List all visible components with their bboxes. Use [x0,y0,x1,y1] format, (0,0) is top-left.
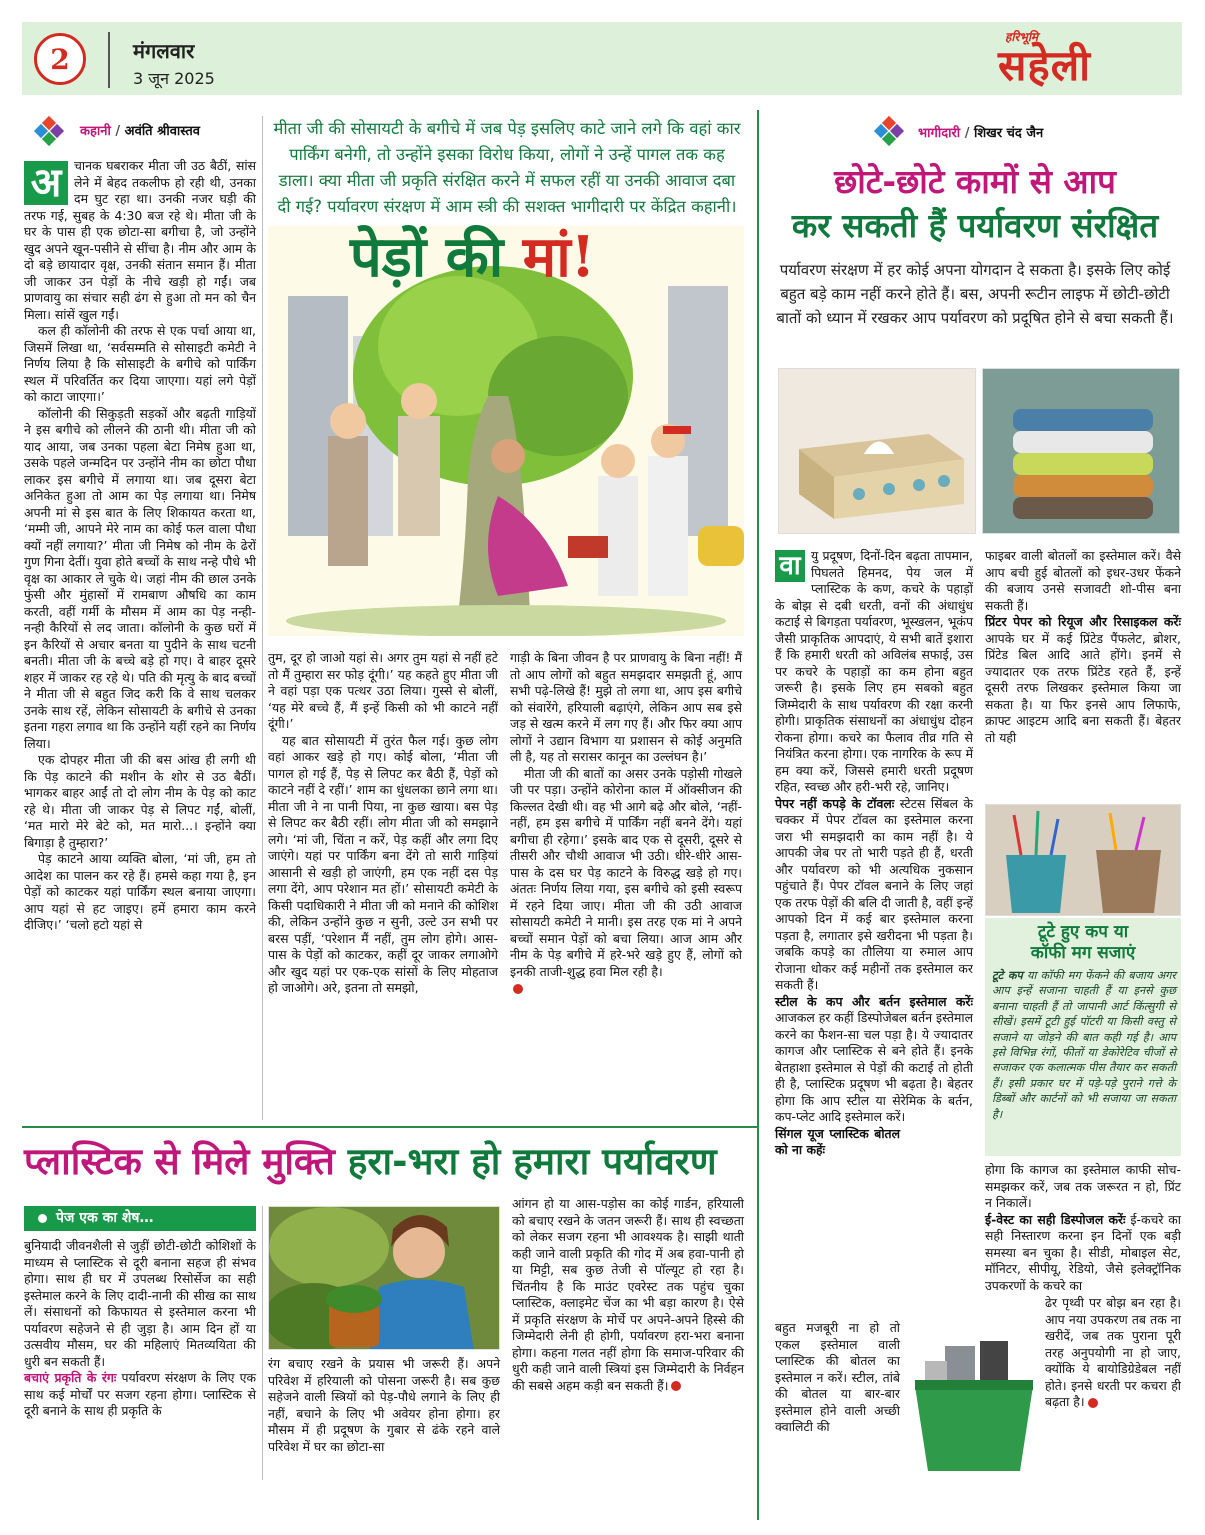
kintsugi-body: या कॉफी मग फेंकने की बजाय अगर आप इन्हें सजाना चाहती हैं या इनसे कुछ बनाना चाहती हैं तो जापानी आर्ट किंत्सुगी से सीखें। इसमें टूटी हुई पॉटरी या किसी वस्तु से सजाने या जोड़ने की बात कही गई है। आप इसे विभिन्न रंगों, फीतों या डेकोरेटिव चीजों से सजाकर एक कलात्मक पीस तैयार कर सकती हैं। इसी प्रकार घर में पड़े-पड़े पुराने गत्ते के डिब्बों और कार्टनों को भी सजाया जा सकता है। [992,969,1176,1121]
plastic-title-a: प्लास्टिक से मिले मुक्ति [24,1140,335,1183]
bhagidari-title-line2: कर सकती हैं पर्यावरण संरक्षित [791,206,1159,245]
bhagidari-ewaste-end [1045,1295,1181,1411]
story-title-part1: पेड़ों की [350,224,504,290]
story-column-3 [510,650,742,997]
plastic-column-1 [24,1238,256,1420]
page-number: 2 [34,33,86,85]
story-title-part2: मां! [522,224,596,290]
story-paragraph: पेड़ काटने आया व्यक्ति बोला, ‘मां जी, हम तो आदेश का पालन कर रहे हैं। हमसे कहा गया है, इन पेड़ों को काटकर यहां पार्किंग स्थल बनाया जाएगा। आप यहां से हट जाइए। हमें हमारा काम करने दीजिए।’ ‘चलो हटो यहां से [24,851,256,932]
plastic-column-3 [512,1196,744,1394]
cups-photo [985,804,1181,916]
gardening-image [269,1207,500,1350]
story-paragraph: यह बात सोसायटी में तुरंत फैल गई। कुछ लोग वहां आकर खड़े हो गए। कोई बोला, ‘मीता जी पागल हो गई हैं, पेड़ से लिपट कर बैठी हैं, पेड़ों को काटने नहीं दे रहीं।’ शाम का धुंधलका छाने लगा था। मीता जी ने ना पानी पिया, ना कुछ खाया। बस पेड़ से लिपट कर बैठी रहीं। लोग मीता जी को समझाने लगे। ‘मां जी, चिंता न करें, पेड़ कहीं और लगा दिए जाएंगे। यहां पर पार्किंग बना देंगे तो सारी गाड़ियां आसानी से खड़ी हो जाएंगी, हम एक नहीं दस पेड़ लगा देंगे, आप परेशान मत हों।’ सोसायटी कमेटी के किसी पदाधिकारी ने मीता जी को मनाने की कोशिश की, लेकिन उन्होंने कुछ न सुनी, उल्टे उन सभी पर बरस पड़ीं, ‘परेशान मैं नहीं, तुम लोग होगे। आस-पास के पेड़ों को काटकर, कहीं दूर जाकर लगाओगे और खुद यहां पर एक-एक सांसों के लिए मोहताज हो जाओगे। अरे, इतना तो समझो, [268,732,498,995]
bhagidari-paragraph: यु प्रदूषण, दिनों-दिन बढ़ता तापमान, पिघलते हिमनद, पेय जल में प्लास्टिक के कण, कचरे के पहाड़ों के बोझ से दबी धरती, वनों की अंधाधुंध कटाई से बिगड़ता पर्यावरण, भूस्खलन, भूकंप जैसी प्राकृतिक आपदाएं, ये सभी बातें इशारा हैं कि हमारी धरती को अविलंब सफाई, उस पर कचरे के पहाड़ों का कम होना बहुत जरूरी है। इसके लिए हम सबको बहुत जिम्मेदारी के साथ पर्यावरण की रक्षा करनी होगी। प्राकृतिक संसाधनों का अंधाधुंध दोहन रोकना होगा। कचरे का फैलाव तीव्र गति से नियंत्रित करना होगा। एक नागरिक के रूप में हम क्या करें, जिससे हमारी धरती प्रदूषण रहित, स्वच्छ और हरी-भरी रहे, जानिए। [775,548,973,794]
tissue-box-image [779,369,976,534]
column-rule [262,1206,263,1480]
bhagidari-category: भागीदारी [918,126,961,141]
brand-logo: सहेली [998,41,1092,90]
tip-text: ई-कचरे का सही निस्तारण करना इन दिनों एक बड़ी समस्या बन चुका है। सीडी, मोबाइल सेट, मॉनिटर, सीपीयू, रेडियो, जैसे इलेक्ट्रॉनिक उपकरणों के कचरे का [985,1211,1182,1293]
story-paragraph: मीता जी की बातों का असर उनके पड़ोसी गोखले जी पर पड़ा। उन्होंने कोरोना काल में ऑक्सीजन की किल्लत देखी थी। वह भी आगे बढ़े और बोले, ‘नहीं-नहीं, हम इस बगीचे में पार्किंग नहीं बनने देंगे। यहां बगीचा ही रहेगा।’ इसके बाद एक से दूसरी, दूसरे से तीसरी और चौथी आवाज भी उठी। धीरे-धीरे आस-पास के दस घर पेड़ काटने के विरुद्ध खड़े हो गए। अंततः निर्णय लिया गया, इस बगीचे को इसी स्वरूप में रहने दिया जाए। मीता जी की उठी आवाज सोसायटी कमेटी ने मानी। इस तरह एक मां ने अपने बच्चों समान पेड़ों को बचा लिया। आज आम और नीम के पेड़ बगीचे में हरे-भरे खड़े हुए हैं, लोगों को इनकी ताजी-शुद्ध हवा मिल रही है। [510,765,742,979]
header-divider [108,32,110,88]
bhagidari-author: शिखर चंद जैन [973,126,1044,141]
story-paragraph: चानक घबराकर मीता जी उठ बैठीं, सांस लेने में बेहद तकलीफ हो रही थी, उनका दम घुट रहा था। उनकी नजर घड़ी की तरफ गई, सुबह के 4:30 बज रहे थे। मीता जी के घर के पास ही एक छोटा-सा बगीचा है, जो उन्होंने खुद अपने खून-पसीने से सींचा है। नीम और आम के दो बड़े छायादार वृक्ष, उनकी संतान समान हैं। मीता जी जाकर उन पेड़ों के नीचे खड़ी हो गईं। जब प्राणवायु का संचार सही ढंग से हुआ तो मन को चैन मिला। सांसें खुल गईं। [24,158,256,322]
tissue-box-photo [778,368,976,534]
tip-heading: बचाएं प्रकृति के रंगः [24,1370,117,1385]
bhagidari-column-b [985,548,1181,746]
gardening-woman-photo [268,1206,500,1350]
story-category: कहानी [80,124,111,139]
bhagidari-title-line1: छोटे-छोटे कामों से आप [834,162,1116,201]
bhagidari-column-a [775,548,973,1159]
tip-text: आजकल हर कहीं डिस्पोजेबल बर्तन इस्तेमाल करने का फैशन-सा चल पड़ा है। ये ज्यादातर कागज और प्लास्टिक से बने होते हैं। इनके बेतहाशा इस्तेमाल से पेड़ों की कटाई तो होती ही है, प्लास्टिक प्रदूषण भी बढ़ता है। बेहतर होगा कि आप स्टील या सेरेमिक के बर्तन, कप-प्लेट आदि इस्तेमाल करें। [775,1010,973,1124]
story-paragraph: कॉलोनी की सिकुड़ती सड़कों और बढ़ती गाड़ियों ने इस बगीचे को लीलने की ठानी थी। मीता जी को याद आया, जब उनका पहला बेटा निमेष हुआ था, उसके पहले जन्मदिन पर उन्होंने नीम का छोटा पौधा लाकर इस बगीचे में लगाया था। जब दूसरा बेटा अनिकेत हुआ तो आम का पेड़ लगाया था। निमेष अपनी मां से इस बात के लिए शिकायत करता था, ‘मम्मी जी, आपने मेरे नाम का कोई फल वाला पौधा क्यों नहीं लगाया?’ मीता जी निमेष को नीम के ढेरों गुण गिना देतीं। युवा होते बच्चों के साथ नन्हे पौधे भी वृक्ष का आकार ले चुके थे। जहां नीम की छाल उनके फुंसी और मुंहासों में रामबाण औषधि का काम करती, वहीं गर्मी के मौसम में आम का पेड़ नन्ही-नन्ही कैरियों से लद जाता। कॉलोनी के कुछ घरों में इन कैरियों से अचार बनता या पुदीने के साथ चटनी बनती। मीता जी के बच्चे बड़े हो गए। वे बाहर दूसरे शहर में जाकर रह रहे थे। पति की मृत्यु के बाद बच्चों ने मीता जी से बहुत जिद करी कि वे साथ चलकर उनके साथ रहें, लेकिन सोसायटी के बगीचे से उनका इतना गहरा लगाव था कि उन्होंने यहीं रहने का निर्णय लिया। [24,405,256,751]
tip-heading: स्टील के कप और बर्तन इस्तेमाल करेंः [775,993,973,1009]
plastic-title-b: हरा-भरा हो हमारा पर्यावरण [347,1140,717,1183]
kintsugi-text [992,968,1176,1122]
story-paragraph: तुम, दूर हो जाओ यहां से। अगर तुम यहां से नहीं हटे तो मैं तुम्हारा सर फोड़ दूंगी।’ यह कहते हुए मीता जी ने वहां पड़ा एक पत्थर उठा लिया। गुस्से से बोलीं, ‘यह मेरे बच्चे हैं, मैं इन्हें किसी को भी काटने नहीं दूंगी।’ [268,650,498,731]
continued-tag [24,1206,256,1231]
kintsugi-lead: टूटे कप [992,969,1023,982]
bhagidari-column-b-end [985,1162,1181,1294]
tip-heading: सिंगल यूज प्लास्टिक बोतल को ना कहेंः [775,1125,900,1157]
section-divider [757,110,759,1520]
diamond-icon [30,118,70,142]
bhagidari-dropcap: वा [775,550,805,582]
bhagidari-bottle-text [775,1320,900,1436]
tip-text: ढेर पृथ्वी पर बोझ बन रहा है। आप नया उपकरण तब तक ना खरीदें, जब तक पुराना पूरी तरह अनुपयोगी ना हो जाए, क्योंकि ये बायोडिग्रेडेबल नहीं होते। इनसे धरती पर कचरा ही बढ़ता है। [1045,1295,1181,1409]
plastic-paragraph: आंगन हो या आस-पड़ोस का कोई गार्डन, हरियाली को बचाए रखने के जतन जरूरी हैं। साथ ही स्वच्छता को लेकर सजग रहना भी आवश्यक है। साझी थाती कही जाने वाली प्रकृति की गोद में अब हवा-पानी हो या मिट्टी, सब कुछ तेजी से पॉल्यूट हो रहा है। चिंतनीय है कि माउंट एवरेस्ट तक पहुंच चुका प्लास्टिक, क्लाइमेट चेंज का भी बड़ा कारण है। ऐसे में प्रकृति संरक्षण के मोर्चे पर अपने-अपने हिस्से की जिम्मेदारी लेनी ही होगी, पर्यावरण हरा-भरा बनाना होगा। कहना गलत नहीं होगा कि समाज-परिवार की धुरी कही जाने वाली स्त्रियां इस जिम्मेदारी के निर्वहन की सबसे अहम कड़ी बन सकती हैं। [512,1196,744,1393]
continued-tag-label: पेज एक का शेष… [56,1210,154,1226]
towels-image [983,369,1180,534]
header-date: 3 जून 2025 [133,69,215,88]
tip-text: आपके घर में कई प्रिंटेड पैंफलेट, ब्रोशर, प्रिंटेड बिल आदि आते होंगे। इनमें से ज्यादातर एक तरफ प्रिंटेड रहते हैं, इन्हें दूसरी तरफ लिखकर इस्तेमाल किया जा सकता है। या फिर इनसे आप लिफाफे, क्राफ्ट आइटम आदि बना सकती हैं। बेहतर तो यही [985,630,1181,745]
story-column-2 [268,650,498,997]
story-title [350,222,595,292]
column-rule [262,116,263,1120]
kintsugi-title-line2: कॉफी मग सजाएं [1030,943,1136,963]
tip-heading: पेपर नहीं कपड़े के टॉवलः [775,795,895,811]
story-column-1 [24,158,256,934]
towels-photo [982,368,1180,534]
kintsugi-title [990,922,1176,964]
cups-image [986,805,1181,916]
section-rule [22,1126,757,1128]
header-day: मंगलवार [133,39,195,63]
plastic-title [24,1134,754,1190]
tip-heading: ई-वेस्ट का सही डिस्पोजल करेंः [985,1211,1126,1227]
ewaste-bin-image [905,1316,1043,1476]
story-byline: कहानी / अवंति श्रीवास्तव [80,124,200,139]
bhagidari-intro: पर्यावरण संरक्षण में हर कोई अपना योगदान दे सकता है। इसके लिए कोई बहुत बड़े काम नहीं करने होते हैं। बस, अपनी रूटीन लाइफ में छोटी-छोटी बातों को ध्यान में रखकर आप पर्यावरण को प्रदूषित होने से बचा सकती हैं। [776,261,1174,327]
diamond-icon [870,118,910,142]
story-dropcap: अ [24,161,68,205]
tip-text: बहुत मजबूरी ना हो तो एकल इस्तेमाल वाली प्लास्टिक की बोतल का इस्तेमाल न करें। स्टील, तांबे की बोतल या बार-बार इस्तेमाल होने वाली अच्छी क्वालिटी की [775,1320,900,1434]
story-author: अवंति श्रीवास्तव [124,124,200,139]
bullet-icon [38,1214,47,1223]
brand-small: हरिभूमि [1005,30,1039,44]
bhagidari-paragraph: फाइबर वाली बोतलों का इस्तेमाल करें। वैसे आप बची हुई बोतलों को इधर-उधर फेंकने की बजाय उनसे सजावटी शो-पीस बना सकती हैं। [985,548,1181,613]
bhagidari-title [770,160,1180,248]
ewaste-photo [905,1316,1043,1476]
end-mark-icon [513,984,523,994]
story-paragraph: एक दोपहर मीता जी की बस आंख ही लगी थी कि पेड़ काटने की मशीन के शोर से उठ बैठीं। भागकर बाहर आईं तो दो लोग नीम के पेड़ को काट रहे थे। मीता जी जाकर पेड़ से लिपट गईं, बोलीं, ‘मत मारो मेरे बेटे को, मत मारो...। इन्होंने क्या बिगाड़ा है तुम्हारा?’ [24,752,256,850]
end-mark-icon [1088,1398,1098,1408]
bhagidari-paragraph: होगा कि कागज का इस्तेमाल काफी सोच-समझकर करें, जब तक जरूरत न हो, प्रिंट न निकालें। [985,1162,1181,1210]
plastic-column-2 [268,1356,500,1455]
tip-text: पर्यावरण संरक्षण के लिए एक साथ कई मोर्चों पर सजग रहना होगा। प्लास्टिक से दूरी बनाने के साथ ही प्रकृति के [24,1370,256,1418]
story-paragraph: गाड़ी के बिना जीवन है पर प्राणवायु के बिना नहीं! मैं तो आप लोगों को बहुत समझदार समझती हूं, आप सभी पढ़े-लिखे हैं! मुझे तो लगा था, आप इस बगीचे को संवारेंगे, हरियाली बढ़ाएंगे, लेकिन आप सब इसे जड़ से खत्म करने में लग गए हैं। और फिर क्या आप लोगों ने उद्यान विभाग या प्रशासन से कोई अनुमति ली है, यह तो सरासर कानून का उल्लंघन है।’ [510,650,742,764]
end-mark-icon [671,1381,681,1391]
story-intro: मीता जी की सोसायटी के बगीचे में जब पेड़ इसलिए काटे जाने लगे कि वहां कार पार्किंग बनेगी, तो उन्होंने इसका विरोध किया, लोगों ने उन्हें पागल तक कह डाला। क्या मीता जी प्रकृति संरक्षित करने में सफल रहीं या उनकी आवाज दबा दी गई? पर्यावरण संरक्षण में आम स्त्री की सशक्त भागीदारी पर केंद्रित कहानी। [273,119,741,216]
bhagidari-byline: भागीदारी / शिखर चंद जैन [918,126,1044,141]
plastic-paragraph: रंग बचाए रखने के प्रयास भी जरूरी हैं। अपने परिवेश में हरियाली को पोसना जरूरी है। सब कुछ सहेजने वाली स्त्रियों को पेड़-पौधे लगाने के लिए ही नहीं, बचाने के लिए भी अवेयर होना होगा। हर मौसम में ही प्रदूषण के गुबार से ढंके रहने वाले परिवेश में घर का छोटा-सा [268,1356,500,1454]
tip-heading: प्रिंटर पेपर को रियूज और रिसाइकल करेंः [985,614,1181,629]
plastic-paragraph: बुनियादी जीवनशैली से जुड़ीं छोटी-छोटी कोशिशों के माध्यम से प्लास्टिक से दूरी बनाना सहज ही संभव होगा। साथ ही घर में उपलब्ध रिसोर्सेज का सही इस्तेमाल करने के लिए दादी-नानी की सीख का साथ लें। संसाधनों को किफायत से इस्तेमाल करना भी पर्यावरण सहेजने से ही जुड़ा है। आम दिन हों या उत्सवीय मौसम, घर की महिलाएं मितव्ययिता की धुरी बन सकती हैं। [24,1238,256,1369]
tip-text: स्टेटस सिंबल के चक्कर में पेपर टॉवल का इस्तेमाल करना जरा भी समझदारी का काम नहीं है। ये आपकी जेब पर तो भारी पड़ते ही हैं, धरती और पर्यावरण को भी अत्यधिक नुकसान पहुंचाते हैं। पेपर टॉवल बनाने के लिए जहां एक तरफ पेड़ों की बलि दी जाती है, वहीं इन्हें आपको दिन में कई बार इस्तेमाल करना पड़ता है, लगातार इसे खरीदना भी पड़ता है। जबकि कपड़े का तौलिया या रुमाल आप रोजाना धोकर कई महीनों तक इस्तेमाल कर सकती हैं। [775,795,973,992]
kintsugi-title-line1: टूटे हुए कप या [1037,922,1129,942]
story-paragraph: कल ही कॉलोनी की तरफ से एक पर्चा आया था, जिसमें लिखा था, ‘सर्वसम्मति से सोसाइटी कमेटी ने निर्णय लिया है कि सोसाइटी के बगीचे को पार्किंग स्थल में परिवर्तित कर दिया जाएगा। यहां लगे पेड़ों को काटा जाएगा।’ [24,323,256,404]
